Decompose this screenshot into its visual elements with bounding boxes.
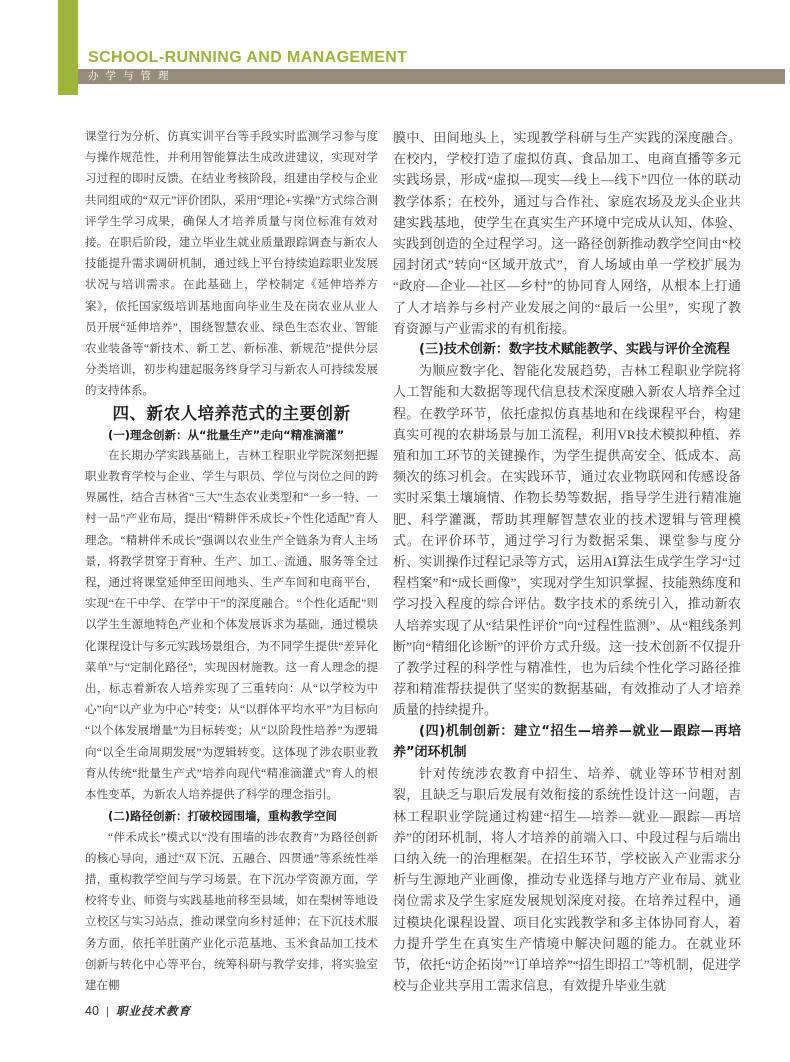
footer-separator: | [105,1004,110,1018]
header-category-bar [78,69,785,84]
paragraph-1: 在长期办学实践基础上，吉林工程职业学院深刻把握职业教育学校与企业、学生与职员、学位与岗位之间的跨界属性，结合吉林省“三大”生态农业类型和“一乡一特、一村一品”产业布局，提出“精耕伴禾成长+个性化适配”育人理念。“精耕伴禾成长”强调以农业生产全链条为育人主场景，将教学贯穿于育种、生产、加工、流通、服务等全过程，通过将课堂延伸至田间地头、生产车间和电商平台，实现“在干中学、在学中干”的深度融合。“个性化适配”则以学生生源地特色产业和个体发展诉求为基础，通过模块化课程设计与多元实践场景组合，为不同学生提供“差异化菜单”与“定制化路径”，实现因材施教。这一育人理念的提出，标志着新农人培养实现了三重转向：从“以学校为中心”向“以产业为中心”转变；从“以群体平均水平”为目标向“以个体发展增量”为目标转变；从“以阶段性培养”为逻辑向“以全生命周期发展”为逻辑转变。这体现了涉农职业教育从传统“批量生产式”培养向现代“精准滴灌式”育人的根本性变革，为新农人培养提供了科学的理念指引。 [85,449,378,802]
paragraph-4: 针对传统涉农教育中招生、培养、就业等环节相对割裂，且缺乏与职后发展有效衔接的系统性设计这一问题，吉林工程职业学院通过构建“招生—培养—就业—跟踪—再培养”的闭环机制，将人才培养的前端入口、中段过程与后端出口纳入统一的治理框架。在招生环节，学校嵌入产业需求分析与生源地产业画像，推动专业选择与地方产业布局、就业岗位需求及学生家庭发展规划深度对接。在培养过程中，通过模块化课程设置、项目化实践教学和多主体协同育人，着力提升学生在真实生产情境中解决问题的能力。在就业环节，依托“访企拓岗”“订单培养”“招生即招工”等机制，促进学校与企业共享用工需求信息，有效提升毕业生就 [393,766,741,994]
page-number: 40 [85,1004,99,1018]
page-footer [85,1003,191,1019]
paragraph-2-continuation: 膜中、田间地头上，实现教学科研与生产实践的深度融合。在校内，学校打造了虚拟仿真、食品加工、电商直播等多元实践场景，形成“虚拟—现实—线上—线下”四位一体的联动教学体系；在校外，通过与合作社、家庭农场及龙头企业共建实践基地，使学生在真实生产环境中完成从认知、体验、实践到创造的全过程学习。这一路径创新推动教学空间由“校园封闭式”转向“区域开放式”，育人场域由单一学校扩展为“政府—企业—社区—乡村”的协同育人网络，从根本上打通了人才培养与乡村产业发展之间的“最后一公里”，实现了教育资源与产业需求的有机衔接。 [393,130,741,336]
subheading-1: (一)理念创新：从“批量生产”走向“精准滴灌” [108,427,345,442]
paragraph-2: “伴禾成长”模式以“没有围墙的涉农教育”为路径创新的核心导向，通过“双下沉、五融合、四贯通”等系统性举措，重构教学空间与学习场景。在下沉办学资源方面，学校将专业、师资与实践基地前移至县域，如在梨树等地设立校区与实习站点，推动课堂向乡村延伸；在下沉技术服务方面，依托羊肚菌产业化示范基地、玉米食品加工技术创新与转化中心等平台，统筹科研与教学安排，将实验室建在棚 [85,831,378,992]
right-column [393,127,741,996]
subheading-4: (四)机制创新：建立“招生—培养—就业—跟踪—再培养”闭环机制 [393,723,741,760]
header-title-en: SCHOOL-RUNNING AND MANAGEMENT [88,49,408,66]
left-column [85,127,378,997]
paragraph-3: 为顺应数字化、智能化发展趋势，吉林工程职业学院将人工智能和大数据等现代信息技术深度融入新农人培养全过程。在教学环节，依托虚拟仿真基地和在线课程平台，构建真实可视的农耕场景与加工流程，利用VR技术模拟种植、养殖和加工环节的关键操作，为学生提供高安全、低成本、高频次的练习机会。在实践环节，通过农业物联网和传感设备实时采集土壤墒情、作物长势等数据，指导学生进行精准施肥、科学灌溉，帮助其理解智慧农业的技术逻辑与管理模式。在评价环节，通过学习行为数据采集、课堂参与度分析、实训操作过程记录等方式，运用AI算法生成学生学习“过程档案”和“成长画像”，实现对学生知识掌握、技能熟练度和学习投入程度的综合评估。数字技术的系统引入，推动新农人培养实现了从“结果性评价”向“过程性监测”、从“粗线条判断”向“精细化诊断”的评价方式升级。这一技术创新不仅提升了教学过程的科学性与精准性，也为后续个性化学习路径推荐和精准帮扶提供了坚实的数据基础，有效推动了人才培养质量的持续提升。 [393,363,741,718]
paragraph-continuation: 课堂行为分析、仿真实训平台等手段实时监测学习参与度与操作规范性，并利用智能算法生成改进建议，实现对学习过程的即时反馈。在结业考核阶段，组建由学校与企业共同组成的“双元”评价团队，采用“理论+实操”方式综合测评学生学习成果，确保人才培养质量与岗位标准有效对接。在职后阶段，建立毕业生就业质量跟踪调查与新农人技能提升需求调研机制，通过线上平台持续追踪职业发展状况与培训需求。在此基础上，学校制定《延伸培养方案》，依托国家级培训基地面向毕业生及在岗农业从业人员开展“延伸培养”，围绕智慧农业、绿色生态农业、智能农业装备等“新技术、新工艺、新标准、新规范”提供分层分类培训，初步构建起服务终身学习与新农人可持续发展的支持体系。 [85,131,378,398]
section-heading: 四、新农人培养范式的主要创新 [112,403,351,423]
header-accent-bar [58,0,78,95]
subheading-2: (二)路径创新：打破校园围墙，重构教学空间 [108,809,338,824]
subheading-3: (三)技术创新：数字技术赋能教学、实践与评价全流程 [419,342,730,358]
header-category-label: 办学与管理 [88,70,176,82]
journal-name: 职业技术教育 [116,1004,192,1018]
